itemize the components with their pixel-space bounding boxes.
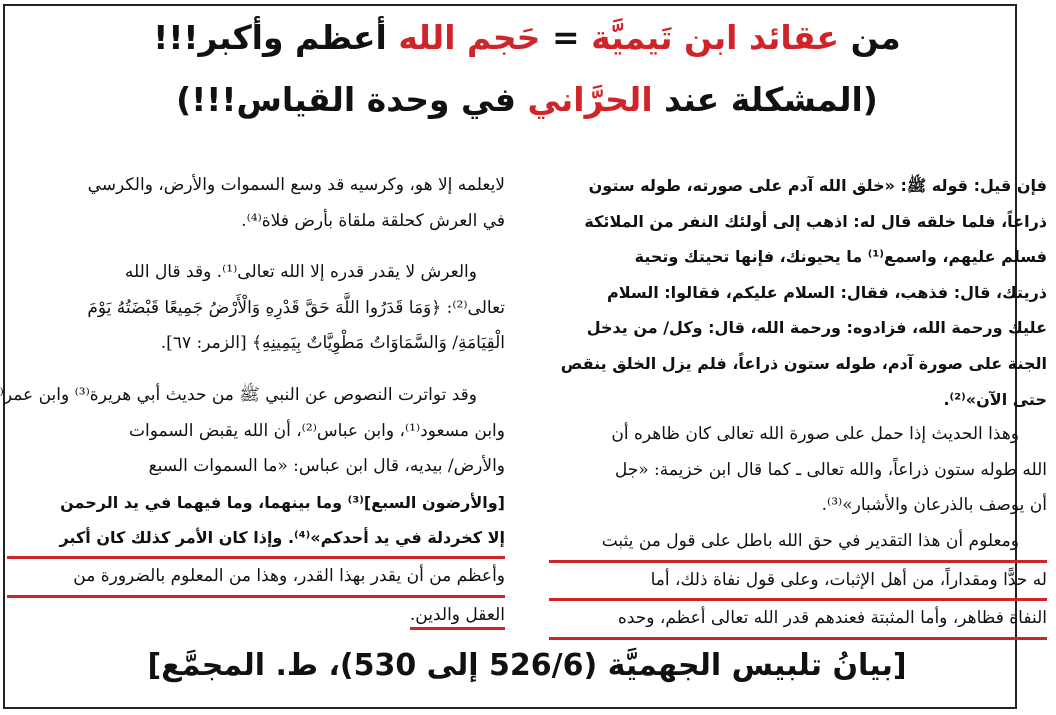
text-line: فإن قيل: قوله ﷺ: «خلق الله آدم على صورته، طوله ستون <box>589 176 1048 195</box>
paragraph-gap <box>8 362 506 378</box>
title-part: أعظم وأكبر!!! <box>154 18 400 57</box>
text-line: أن يوصف بالذرعان والأشبار»⁽³⁾. <box>822 495 1048 516</box>
text-line: ذراعاً، فلما خلقه قال له: اذهب إلى أولئك النفر من الملائكة <box>585 211 1048 231</box>
text-line: في العرش كحلقة ملقاة بأرض فلاة⁽⁴⁾. <box>242 210 506 231</box>
text-line: وهذا الحديث إذا حمل على صورة الله تعالى كان ظاهره أن <box>612 424 1020 445</box>
subtitle <box>0 80 1056 119</box>
text-line: الجنة على صورة آدم، طوله ستون ذراعاً، فلم يزل الخلق ينقص <box>561 353 1048 373</box>
text-line: [والأرضون السبع]⁽³⁾ وما بينهما، وما فيهما في يد الرحمن <box>61 492 506 512</box>
title-highlight: الحرَّاني <box>528 80 654 119</box>
title-part: (المشكلة عند <box>653 80 879 119</box>
title-part: في وحدة القياس!!!) <box>177 80 529 119</box>
text-line: وقد تواترت النصوص عن النبي ﷺ من حديث أبي هريرة⁽³⁾ وابن عمر⁽ <box>0 384 478 405</box>
underlined-line: إلا كخردلة في يد أحدكم»⁽⁴⁾. وإذا كان الأمر كذلك كان أكبر <box>8 520 506 559</box>
main-title <box>0 18 1056 57</box>
text-line: والأرض/ بيديه، قال ابن عباس: «ما السموات السبع <box>149 456 506 477</box>
quran-verse-line: تعالى⁽²⁾: ﴿وَمَا قَدَرُوا اللَّهَ حَقَّ قَدْرِهِ وَالْأَرْضُ جَمِيعًا قَبْضَتُهُ يَوْمَ <box>88 297 506 318</box>
quran-verse-line: الْقِيَامَةِ/ وَالسَّمَاوَاتُ مَطْوِيَّاتٌ بِيَمِينِهِ﴾ [الزمر: ٦٧]. <box>161 333 506 354</box>
underlined-line: وأعظم من أن يقدر بهذا القدر، وهذا من المعلوم بالضرورة من <box>8 559 506 598</box>
text-line: حتى الآن»⁽²⁾. <box>944 389 1048 409</box>
underlined-line: له حدًّا ومقداراً، من أهل الإثبات، وعلى قول نفاة ذلك، أما <box>550 563 1048 602</box>
text-line: عليك ورحمة الله، فزادوه: ورحمة الله، قال: وكل/ من يدخل <box>587 318 1048 338</box>
text-line: الله طوله ستون ذراعاً، والله تعالى ـ كما قال ابن خزيمة: «جل <box>615 459 1048 480</box>
text-line <box>8 598 506 634</box>
underlined-line: النفاة فظاهر، وأما المثبتة فعندهم قدر الله تعالى أعظم، وحده <box>550 601 1048 640</box>
text-line: وابن مسعود⁽¹⁾، وابن عباس⁽²⁾، أن الله يقبض السموات <box>130 420 506 441</box>
title-part: = <box>541 18 593 57</box>
paragraph-gap <box>8 239 506 255</box>
text-line: لايعلمه إلا هو، وكرسيه قد وسع السموات والأرض، والكرسي <box>88 175 506 195</box>
text-line: والعرش لا يقدر قدره إلا الله تعالى⁽¹⁾. وقد قال الله <box>125 262 478 283</box>
source-citation: [بيانُ تلبيس الجهميَّة (526/6 إلى 530)، ط. المجمَّع] <box>148 648 908 683</box>
title-highlight: حَجم الله <box>399 18 542 57</box>
title-part: من <box>840 18 902 57</box>
right-column <box>550 168 1048 640</box>
underlined-line: ومعلوم أن هذا التقدير في حق الله باطل على قول من يثبت <box>550 524 1048 563</box>
text-line: فسلم عليهم، واسمع⁽¹⁾ ما يحيونك، فإنها تحيتك وتحية <box>635 247 1048 267</box>
title-highlight: عقائد ابن تَيميَّة <box>592 18 841 57</box>
underlined-text: العقل والدين. <box>411 605 506 630</box>
left-column <box>0 168 506 633</box>
text-line: ذريتك، قال: فذهب، فقال: السلام عليكم، فقالوا: السلام <box>608 282 1048 302</box>
